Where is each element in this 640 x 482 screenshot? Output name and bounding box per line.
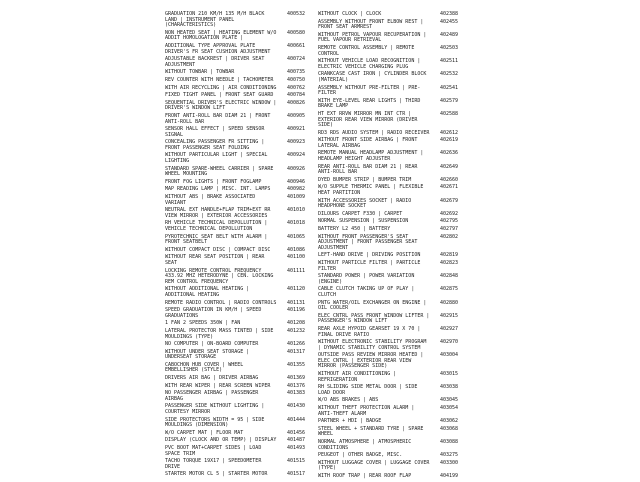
spec-code: 402588: [440, 110, 459, 117]
spec-description: WITHOUT PARTICULAR LIGHT | SPECIAL LIGHTING: [165, 152, 268, 165]
spec-code: 403068: [440, 425, 459, 432]
spec-description: WITH AIR RECYCLING | AIR CONDITIONING: [165, 84, 277, 91]
spec-code: 400661: [287, 42, 306, 49]
spec-description: LEFT-HAND DRIVE | DRIVING POSITION: [318, 252, 421, 259]
spec-code: 400750: [287, 76, 306, 83]
spec-code: 402612: [440, 129, 459, 136]
spec-row: [318, 20, 518, 31]
spec-code: 402795: [440, 218, 459, 225]
spec-row: [318, 33, 518, 44]
spec-code: 402619: [440, 137, 459, 144]
spec-code: 401456: [287, 429, 306, 436]
spec-code: 402579: [440, 97, 459, 104]
spec-description: WITHOUT ADDITIONAL HEATING | ADDITIONAL HEATING: [165, 286, 250, 298]
spec-description: PYROTECHNIC SEAT BELT WITH ALARM | FRONT SEATBELT: [165, 233, 268, 246]
spec-code: 402875: [440, 286, 459, 293]
spec-row: [318, 138, 518, 149]
spec-description: SIDE PROTECTORS WIDTH = 95 | SIDE MOULDINGS (DIMENSION): [165, 416, 265, 429]
spec-description: WITHOUT CLOCK | CLOCK: [318, 11, 382, 17]
spec-code: 400762: [287, 84, 306, 91]
spec-code: 400724: [287, 56, 306, 63]
spec-code: 402797: [440, 226, 459, 232]
spec-row: [318, 274, 518, 285]
spec-description: STANDARD POWER | POWER VARIATION (ENGINE): [318, 273, 415, 285]
spec-code: 402927: [440, 325, 459, 332]
spec-row: [318, 185, 518, 196]
spec-description: FIXED TIGHT PANEL | FRONT SEAT GUARD: [165, 92, 274, 99]
spec-code: 401010: [287, 207, 306, 214]
spec-code: 401376: [287, 382, 306, 389]
spec-description: WITHOUT ABS | BRAKE ASSOCIATED VARIANT: [165, 194, 256, 206]
spec-code: 401018: [287, 220, 306, 227]
spec-description: SENSOR HALL EFFECT | SPEED SENSOR SIGNAL: [165, 126, 265, 138]
spec-code: 401111: [287, 267, 306, 274]
spec-code: 400826: [287, 99, 306, 106]
spec-row: [318, 261, 518, 272]
spec-row: [318, 235, 518, 252]
spec-description: PNTG WATER/OIL EXCHANGER ON ENGINE | OIL COOLER: [318, 299, 427, 312]
spec-code: 400532: [287, 11, 306, 17]
spec-row: [318, 314, 518, 325]
spec-row: [318, 385, 518, 396]
spec-description: REMOTE MANUAL HEADLAMP ADJUSTMENT | HEADLAMP HEIGHT ADJUSTER: [318, 150, 424, 163]
spec-row: [318, 165, 518, 176]
spec-description: W/O ABS BRAKES | ABS: [318, 397, 379, 404]
spec-code: 402511: [440, 58, 459, 65]
spec-code: 401100: [287, 254, 306, 261]
spec-row: [318, 327, 518, 338]
spec-row: [318, 398, 518, 404]
spec-code: 402649: [440, 163, 459, 170]
spec-description: WITHOUT REAR SEAT POSITION | REAR SEAT: [165, 254, 265, 266]
spec-code: 401487: [287, 437, 306, 444]
spec-code: 402679: [440, 197, 459, 204]
spec-code: 401120: [287, 286, 306, 293]
spec-code: 403300: [440, 459, 459, 466]
spec-description: 1 FAN 2 SPEEDS 350W | FAN: [165, 320, 241, 327]
spec-description: WITHOUT COMPACT DISC | COMPACT DISC: [165, 246, 271, 253]
spec-description: WITHOUT PARTICLE FILTER | PARTICLE FILTER: [318, 259, 421, 272]
spec-description: BATTERY L2 450 | BATTERY: [318, 226, 391, 232]
spec-description: PASSENGER SIDE WITHOUT LIGHTING | COURTESY MIRROR: [165, 403, 265, 416]
spec-code: 400946: [287, 178, 306, 185]
spec-row: [318, 178, 518, 184]
spec-row: [318, 59, 518, 70]
spec-row: [318, 227, 518, 233]
spec-row: [318, 453, 518, 459]
spec-code: 401065: [287, 233, 306, 240]
spec-description: WITHOUT TOWBAR | TOWBAR: [165, 69, 235, 76]
spec-code: 403088: [440, 439, 459, 445]
spec-description: W/O SUPPLE THERMIC PANEL | FLEXIBLE HEAT PARTITION: [318, 184, 424, 197]
spec-code: 402848: [440, 273, 459, 280]
spec-code: 401009: [287, 194, 306, 201]
spec-code: 402532: [440, 71, 459, 78]
spec-description: RD3 RDS AUDIO SYSTEM | RADIO RECEIVER: [318, 129, 430, 136]
spec-description: HT EXT RRVW MIRROR MN INT CTR | EXTERIOR REAR VIEW MIRROR (DRIVER SIDE): [318, 110, 418, 129]
spec-description: RH VEHICLE TECHNICAL DEPOLLUTION | VEHICLE TECHNICAL DEPOLLUTION: [165, 220, 268, 232]
spec-code: 401266: [287, 341, 306, 348]
spec-description: ASSEMBLY WITHOUT FRONT ELBOW REST | FRONT SEAT ARMREST: [318, 18, 424, 31]
spec-code: 402802: [440, 233, 459, 240]
spec-code: 401208: [287, 320, 306, 327]
spec-description: OUTSIDE PASS REVIEW MIRROR HEATED | ELEC CNTRL | EXTERIOR REAR VIEW MIRROR (PASSENGER SIDE): [318, 352, 424, 370]
spec-row: [318, 212, 518, 218]
spec-row: [318, 340, 518, 351]
spec-row: [318, 419, 518, 425]
spec-row: [318, 287, 518, 298]
spec-code: 404199: [440, 472, 459, 479]
spec-description: SPEED GRADUATION IN KM/H | SPEED GRADUATIONS: [165, 307, 262, 319]
spec-description: WITHOUT LUGGAGE COVER | LUGGAGE COVER (TYPE): [318, 459, 430, 472]
spec-row: [318, 72, 518, 83]
spec-description: WITHOUT AIR CONDITIONING | REFRIGERATION: [318, 371, 397, 383]
spec-description: RH SLIDING SIDE METAL DOOR | SIDE LOAD DOOR: [318, 384, 418, 396]
spec-code: 401430: [287, 403, 306, 410]
spec-description: CONCEALING PASSENGER FR SITTING | FRONT PASSENGER SEAT FOLDING: [165, 139, 265, 151]
spec-row: [318, 219, 518, 225]
spec-description: WITH EYE-LEVEL REAR LIGHTS | THIRD BRAKE LAMP: [318, 97, 421, 110]
spec-description: WITHOUT VEHICLE LOAD RECOGNITION | ELECTRIC VEHICLE CHARGING PLUG: [318, 58, 421, 70]
spec-row: [318, 372, 518, 383]
spec-code: 402503: [440, 44, 459, 51]
spec-description: WITH ROOF TRAP | REAR ROOF FLAP: [318, 472, 412, 479]
spec-code: 402692: [440, 210, 459, 217]
spec-code: 401444: [287, 416, 306, 423]
spec-code: 401232: [287, 327, 306, 334]
spec-description: REMOTE CONTROL ASSEMBLY | REMOTE CONTROL: [318, 44, 415, 57]
spec-description: ASSEMBLY WITHOUT PRE-FILTER | PRE-FILTER: [318, 84, 421, 97]
spec-description: CABOCHON HUB COVER | WHEEL EMBELLISHER (STYLE): [165, 361, 244, 374]
spec-description: WITHOUT ELECTRONIC STABILITY PROGRAM | DYNAMIC STABILITY CONTROL SYSTEM: [318, 339, 427, 351]
spec-description: FRONT FOG LIGHTS | FRONT FOGLAMP: [165, 178, 262, 185]
spec-description: WITHOUT FRONT PASSENGER'S SEAT ADJUSTMENT | FRONT PASSENGER SEAT ADJUSTMENT: [318, 233, 418, 251]
spec-code: 402489: [440, 31, 459, 38]
spec-code: 402880: [440, 299, 459, 306]
spec-code: 400923: [287, 139, 306, 146]
spec-code: 403054: [440, 405, 459, 412]
spec-code: 400905: [287, 112, 306, 119]
spec-code: 402970: [440, 339, 459, 346]
spec-description: REAR ANTI-ROLL BAR DIAM 21 | REAR ANTI-ROLL BAR: [318, 163, 418, 176]
spec-description: GRADUATION 210 KM/H 135 M/H BLACK LAND | INSTRUMENT PANEL (CHARACTERISTICS): [165, 11, 265, 29]
spec-row: [318, 353, 518, 370]
spec-description: NO PASSENGER AIRBAG | PASSENGER AIRBAG: [165, 390, 259, 402]
spec-code: 401369: [287, 375, 306, 382]
spec-description: CABLE CLUTCH TAKING UP OF PLAY | CLUTCH: [318, 286, 415, 298]
spec-code: 403275: [440, 452, 459, 459]
spec-description: LATERAL PROTECTOR MASS TINTED | SIDE MOULDINGS (TYPE): [165, 327, 274, 340]
spec-row: [318, 199, 518, 210]
spec-description: NORMAL ATMOSPHERE | ATMOSPHERIC CONDITIONS: [318, 439, 412, 451]
spec-description: NORMAL SUSPENSION | SUSPENSION: [318, 218, 409, 225]
spec-code: 401196: [287, 307, 306, 314]
spec-description: REMOTE RADIO CONTROL | RADIO CONTROLS: [165, 299, 277, 306]
spec-code: 401131: [287, 299, 306, 306]
spec-description: NON HEATED SEAT | HEATING ELEMENT W/O ADDIT HOMOLOGATION PLATE |: [165, 29, 277, 42]
spec-description: WITHOUT PETROL VAPOUR RECUPERATION | FUEL VAPOUR RETRIEVAL: [318, 31, 427, 44]
spec-description: WITH REAR WIPER | REAR SCREEN WIPER: [165, 382, 271, 389]
spec-row: [318, 301, 518, 312]
spec-row: [318, 99, 518, 110]
spec-description: WITHOUT FRONT SIDE AIRBAG | FRONT LATERAL AIRBAG: [318, 137, 418, 149]
spec-code: 400982: [287, 186, 306, 193]
spec-description: DYED BUMPER STRIP | BUMPER TRIM: [318, 176, 412, 183]
spec-code: 402541: [440, 84, 459, 91]
spec-description: DRIVERS AIR BAG | DRIVER AIRBAG: [165, 375, 259, 382]
spec-code: 401355: [287, 361, 306, 368]
spec-description: STANDARD SPARE-WHEEL CARRIER | SPARE WHEEL MOUNTING: [165, 165, 274, 178]
spec-code: 400580: [287, 29, 306, 36]
spec-code: 403062: [440, 418, 459, 425]
spec-code: 401517: [287, 471, 306, 478]
spec-row: [318, 46, 518, 57]
spec-description: NEUTRAL EXT HANDLE+FLAP TRIM+EXT RR VIEW MIRROR | EXTERIOR ACCESSORIES: [165, 207, 271, 219]
spec-description: WITHOUT THEFT PROTECTION ALARM | ANTI-THEFT ALARM: [318, 405, 415, 417]
spec-code: 402823: [440, 259, 459, 266]
spec-description: PARTNER + HDI | BADGE: [318, 418, 382, 425]
spec-description: ADDITIONAL TYPE APPROVAL PLATE DRIVER'S FR SEAT CUSHION ADJUSTMENT: [165, 42, 271, 55]
spec-description: MAP READING LAMP | MISC. INT. LAMPS: [165, 186, 271, 193]
spec-description: STEEL WHEEL + STANDARD TYRE | SPARE WHEEL: [318, 425, 424, 438]
right-spec-column: [318, 12, 518, 482]
spec-code: 403015: [440, 371, 459, 378]
spec-code: 400784: [287, 92, 306, 99]
spec-description: TACHO TORQUE 19X17 | SPEEDOMETER DRIVE: [165, 458, 262, 470]
spec-row: [318, 131, 518, 137]
spec-description: CRANKCASE CAST IRON | CYLINDER BLOCK (MATERIAL): [318, 71, 427, 83]
spec-description: NO COMPUTER | ON-BOARD COMPUTER: [165, 341, 259, 348]
spec-code: 401317: [287, 348, 306, 355]
spec-code: 402455: [440, 18, 459, 25]
spec-row: [318, 474, 518, 480]
spec-code: 402636: [440, 150, 459, 157]
spec-description: STARTER MOTOR CL 5 | STARTER MOTOR: [165, 471, 268, 478]
spec-description: DILOURS CARPET F330 | CARPET: [318, 210, 403, 217]
spec-code: 403004: [440, 352, 459, 359]
spec-code: 403038: [440, 384, 459, 391]
spec-code: 402915: [440, 312, 459, 319]
spec-description: WITHOUT UNDER SEAT STORAGE | UNDERSEAT STORAGE: [165, 348, 250, 361]
spec-row: [318, 112, 518, 129]
spec-description: WITH ACCESSORIES SOCKET | RADIO HEADPHONE SOCKET: [318, 197, 412, 210]
spec-code: 402671: [440, 184, 459, 191]
spec-row: [318, 151, 518, 162]
spec-row: [318, 253, 518, 259]
spec-code: 402660: [440, 176, 459, 183]
spec-description: LOCKING REMOTE CONTROL FREQUENCY 433.92 MHZ HETERODYNE | CEN. LOCKING REM CONTROL FREQUENCY: [165, 267, 274, 285]
spec-row: [318, 440, 518, 451]
spec-code: 400926: [287, 165, 306, 172]
spec-description: PEUGEOT | OTHER BADGE, MISC.: [318, 452, 403, 459]
spec-code: 403045: [440, 397, 459, 404]
spec-code: 400924: [287, 152, 306, 159]
spec-description: W/O CARPET MAT | FLOOR MAT: [165, 429, 244, 436]
spec-description: ADJUSTABLE BACKREST | DRIVER SEAT ADJUSTMENT: [165, 56, 265, 68]
spec-code: 401493: [287, 445, 306, 451]
spec-description: REV COUNTER WITH NEEDLE | TACHOMETER: [165, 76, 274, 83]
spec-code: 401383: [287, 390, 306, 397]
spec-row: [318, 406, 518, 417]
spec-row: [318, 12, 518, 18]
spec-row: [318, 461, 518, 472]
spec-row: [318, 86, 518, 97]
spec-code: 400735: [287, 69, 306, 76]
spec-code: 402388: [440, 11, 459, 17]
spec-code: 402819: [440, 252, 459, 259]
spec-description: PVC BOOT MAT+CARPET SIDES | LOAD SPACE TRIM: [165, 445, 262, 457]
spec-description: FRONT ANTI-ROLL BAR DIAM 21 | FRONT ANTI-ROLL BAR: [165, 112, 271, 125]
spec-description: SEQUENTIAL DRIVER'S ELECTRIC WINDOW | DRIVER'S WINDOW LIFT: [165, 99, 277, 112]
spec-description: ELEC CNTRL PASS FRONT WINDOW LIFTER | PASSENGER'S WINDOW LIFT: [318, 312, 430, 325]
spec-description: DISPLAY (CLOCK AND OR TEMP) | DISPLAY: [165, 437, 277, 444]
spec-row: [318, 427, 518, 438]
spec-code: 401086: [287, 246, 306, 253]
spec-description: REAR AXLE HYPOID GEARSET 19 X 70 | FINAL DRIVE RATIO: [318, 325, 421, 338]
spec-code: 400921: [287, 126, 306, 133]
spec-code: 401515: [287, 458, 306, 465]
